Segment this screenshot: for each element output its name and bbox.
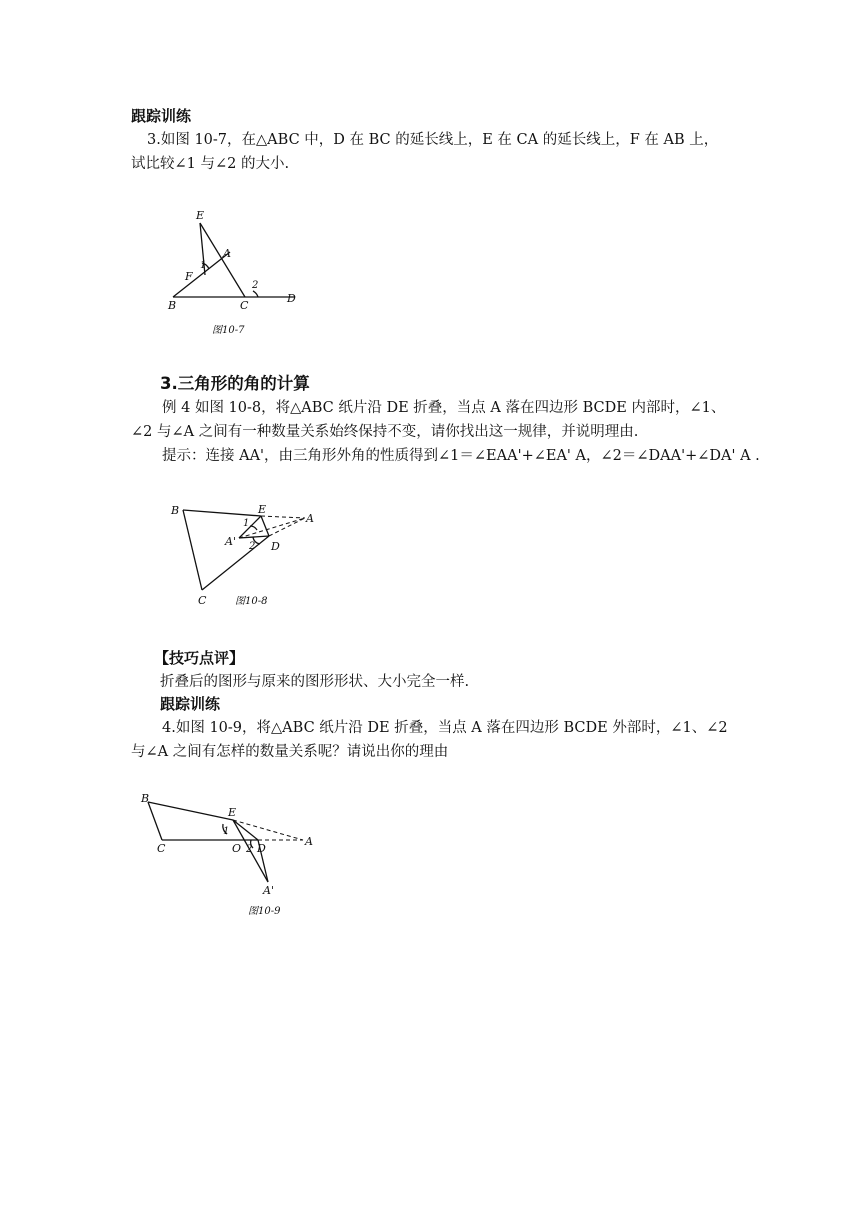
label-d: D	[257, 842, 266, 855]
label-e: E	[258, 503, 267, 516]
label-d: D	[271, 540, 280, 553]
figure-10-7	[165, 205, 310, 340]
label-1: 1	[223, 826, 230, 837]
label-c: C	[198, 594, 207, 607]
line-e-c	[200, 223, 245, 297]
tip-text: 折叠后的图形与原来的图形形状、大小完全一样.	[160, 674, 470, 690]
figure-10-8	[165, 500, 325, 610]
label-f: F	[185, 270, 193, 283]
figure-10-9	[135, 790, 325, 920]
section-heading-angle-calculation: 3.三角形的角的计算	[160, 374, 310, 393]
label-a: A	[305, 835, 313, 848]
label-2: 2	[249, 541, 256, 552]
label-a: A	[306, 512, 314, 525]
label-b: B	[141, 792, 150, 805]
line-a-prime-d	[239, 536, 269, 538]
label-e: E	[228, 806, 237, 819]
problem-4-line-2: 与∠A 之间有怎样的数量关系呢？请说出你的理由	[131, 744, 449, 760]
label-a-prime: A'	[263, 884, 274, 897]
example-4-line-2: ∠2 与∠A 之间有一种数量关系始终保持不变，请你找出这一规律，并说明理由.	[131, 424, 639, 440]
angle-1-arc	[250, 526, 257, 530]
label-a-prime: A'	[225, 535, 236, 548]
angle-2-arc	[253, 291, 258, 297]
dashed-e-a	[261, 516, 305, 518]
line-b-c	[148, 802, 162, 840]
label-c: C	[240, 299, 249, 312]
label-b: B	[171, 504, 180, 517]
figure-caption: 图10-8	[235, 596, 268, 607]
line-b-e	[148, 802, 233, 820]
tip-heading: 【技巧点评】	[154, 649, 245, 667]
figure-caption: 图10-7	[212, 325, 245, 336]
label-a: A	[223, 247, 231, 260]
label-2: 2	[252, 280, 259, 291]
figure-caption: 图10-9	[248, 906, 281, 917]
problem-3-line-2: 试比较∠1 与∠2 的大小.	[131, 156, 290, 172]
label-o: O	[232, 842, 242, 855]
line-b-e	[183, 510, 261, 516]
section-heading-tracking-2: 跟踪训练	[160, 695, 221, 713]
label-b: B	[168, 299, 177, 312]
label-2: 2	[246, 844, 253, 855]
label-1: 1	[200, 260, 207, 271]
label-e: E	[196, 209, 205, 222]
example-4-line-1: 例 4 如图 10-8，将△ABC 纸片沿 DE 折叠，当点 A 落在四边形 BCDE 内部时，∠1、	[162, 400, 726, 416]
line-b-c	[183, 510, 202, 590]
line-e-d	[261, 516, 269, 536]
label-d: D	[287, 292, 296, 305]
example-4-hint: 提示：连接 AA'，由三角形外角的性质得到∠1＝∠EAA'+∠EA' A，∠2＝∠DAA'+∠DA' A .	[162, 448, 760, 464]
section-heading-tracking-1: 跟踪训练	[131, 107, 192, 125]
problem-3-line-1: 3.如图 10-7，在△ABC 中，D 在 BC 的延长线上，E 在 CA 的延长线上，F 在 AB 上，	[147, 132, 719, 148]
label-c: C	[157, 842, 166, 855]
label-1: 1	[243, 518, 250, 529]
dashed-e-a	[233, 820, 303, 840]
problem-4-line-1: 4.如图 10-9，将△ABC 纸片沿 DE 折叠，当点 A 落在四边形 BCDE 外部时，∠1、∠2	[162, 720, 728, 736]
line-e-d	[233, 820, 258, 840]
